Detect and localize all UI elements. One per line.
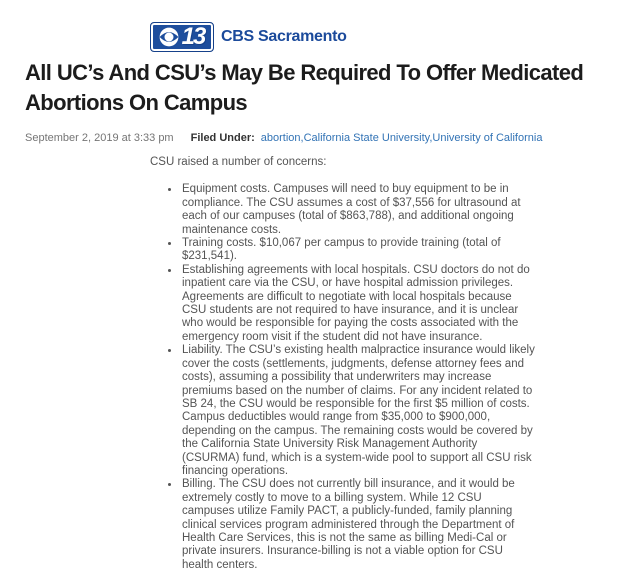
article-body <box>150 156 537 572</box>
article-date: September 2, 2019 at 3:33 pm <box>25 132 174 144</box>
article-intro: CSU raised a number of concerns: <box>150 156 327 168</box>
station-name: CBS Sacramento <box>221 28 347 45</box>
filed-under-label: Filed Under: <box>190 132 255 144</box>
tag-abortion[interactable] <box>261 132 304 144</box>
list-item-liability: • Liability. The CSU’s existing health malpractice insurance would likely cover the costs (settlements, judgments, defense attorney fees and costs), assuming a possibility that underwriters may increase premiums based on the number of claims. For any incident related to SB 24, the CSU would be responsible for the first $5 million of costs. Campus deductibles would range from $35,000 to $900,000, depending on the campus. The remaining costs would be covered by the California State University Risk Management Authority (CSURMA) fund, which is a system-wide pool to support all CSU risk financing operations. <box>180 344 537 478</box>
list-item-training-costs: • Training costs. $10,067 per campus to provide training (total of $231,541). <box>180 237 537 264</box>
station-logo-link[interactable] <box>150 22 347 52</box>
article-meta <box>25 132 640 144</box>
tag-california-state-university[interactable] <box>304 132 433 144</box>
list-item-hospital-agreements: • Establishing agreements with local hospitals. CSU doctors do not do inpatient care via the CSU, or have hospital admission privileges. Agreements are difficult to negotiate with local hospitals because CSU students are not required to have insurance, and it is unclear who would be responsible for paying the costs associated with the emergency room visit if the student did not have insurance. <box>180 264 537 344</box>
site-header <box>0 0 640 53</box>
list-item-equipment-costs: • Equipment costs. Campuses will need to buy equipment to be in compliance. The CSU assumes a cost of $37,556 for ultrasound at each of our campuses (total of $863,788), and additional ongoing maintenance costs. <box>180 183 537 237</box>
channel-number: 13 <box>181 23 205 50</box>
list-item-billing: • Billing. The CSU does not currently bill insurance, and it would be extremely costly to move to a billing system. While 12 CSU campuses utilize Family PACT, a publicly-funded, family planning clinical services program administered through the Department of Health Care Services, this is not the same as billing Medi-Cal or private insurers. Insurance-billing is not a viable option for CSU health centers. <box>180 478 537 572</box>
tag-link-university-of-california[interactable]: University of California <box>432 132 543 144</box>
tag-link-abortion[interactable]: abortion <box>260 132 301 144</box>
tag-link-california-state-university[interactable]: California State University <box>303 132 430 144</box>
tag-university-of-california[interactable] <box>432 132 542 144</box>
cbs-eye-icon <box>157 25 181 49</box>
cbs13-logo <box>150 22 214 52</box>
article-headline: All UC’s And CSU’s May Be Required To Offer Medicated Abortions On Campus <box>25 60 584 115</box>
concern-list <box>150 183 537 572</box>
